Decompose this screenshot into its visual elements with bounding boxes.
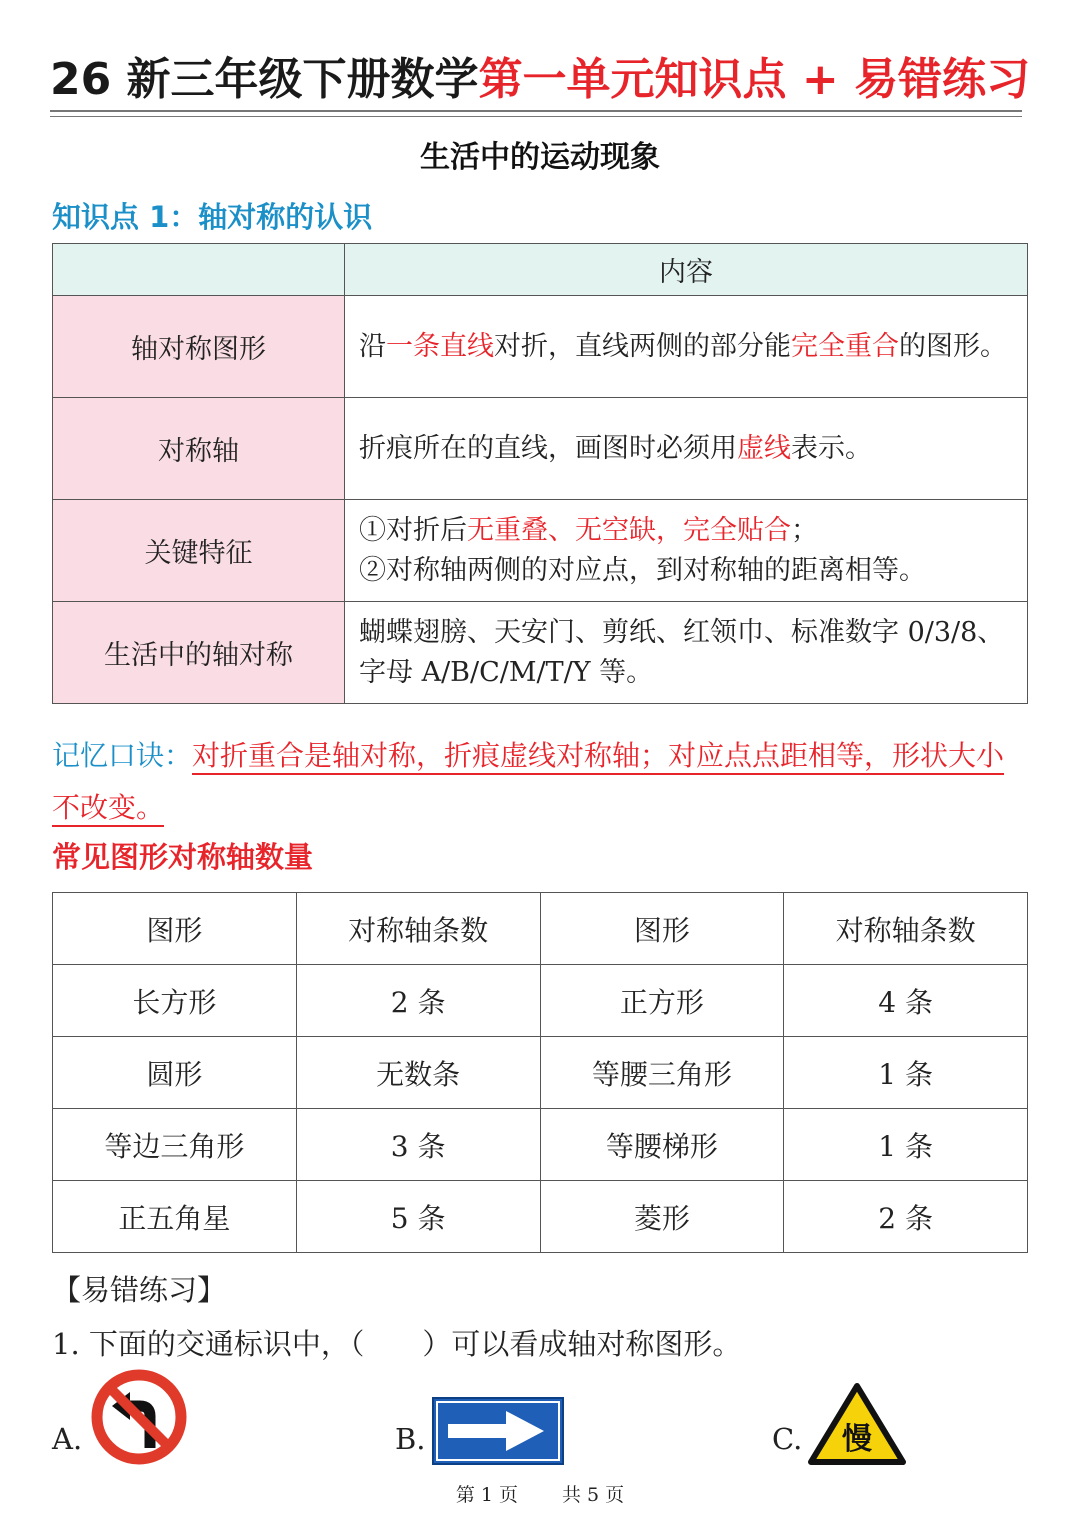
page-total: 共 5 页 [562, 1484, 625, 1506]
knowledge-point-title: 知识点 1：轴对称的认识 [52, 200, 373, 234]
table-cell: 5 条 [296, 1181, 540, 1253]
text-segment: ①对折后 [359, 514, 467, 546]
text-segment: 折痕所在的直线，画图时必须用 [359, 432, 737, 464]
page-footer [0, 1480, 1080, 1507]
header-cell: 对称轴条数 [296, 893, 540, 965]
slow-warning-sign-icon [808, 1383, 906, 1469]
table-header-row [53, 244, 1028, 296]
header-divider-thin [50, 116, 1022, 117]
header-cell: 图形 [53, 893, 297, 965]
table-row [53, 1037, 1028, 1109]
table-cell: 长方形 [53, 965, 297, 1037]
text-segment: 的图形。 [899, 330, 1007, 362]
section-subtitle: 生活中的运动现象 [420, 140, 660, 175]
memory-rhyme-text: 对折重合是轴对称，折痕虚线对称轴；对应点点距相等，形状大小不改变。 [52, 739, 1005, 824]
row-label: 关键特征 [53, 500, 345, 602]
table-cell: 等边三角形 [53, 1109, 297, 1181]
page-header [50, 50, 1030, 110]
table-cell: 2 条 [784, 1181, 1028, 1253]
table-row [53, 398, 1028, 500]
header-title-red: 第一单元知识点 + 易错练习 [478, 54, 1031, 105]
table-cell: 4 条 [784, 965, 1028, 1037]
table-cell: 正方形 [540, 965, 784, 1037]
right-arrow-sign-icon [432, 1397, 564, 1469]
table-cell: 等腰梯形 [540, 1109, 784, 1181]
no-left-turn-sign-icon [90, 1368, 188, 1470]
practice-title: 【易错练习】 [52, 1273, 227, 1307]
header-cell: 对称轴条数 [784, 893, 1028, 965]
table-cell: 1 条 [784, 1109, 1028, 1181]
table-cell: 菱形 [540, 1181, 784, 1253]
memory-rhyme [52, 730, 1032, 834]
text-segment: ； [791, 514, 818, 546]
option-a-label: A. [52, 1422, 83, 1456]
text-segment: 沿 [359, 330, 386, 362]
table-row [53, 1181, 1028, 1253]
text-segment: 对折，直线两侧的部分能 [494, 330, 791, 362]
table-cell: 2 条 [296, 965, 540, 1037]
row-label: 生活中的轴对称 [53, 602, 345, 704]
row-label: 对称轴 [53, 398, 345, 500]
table-cell: 3 条 [296, 1109, 540, 1181]
table-cell: 1 条 [784, 1037, 1028, 1109]
highlight-text: 无重叠、无空缺，完全贴合 [467, 514, 791, 546]
memory-rhyme-label: 记忆口诀： [52, 739, 193, 772]
table-row [53, 1109, 1028, 1181]
table-row [53, 602, 1028, 704]
highlight-text: 虚线 [737, 432, 791, 464]
table-row [53, 965, 1028, 1037]
table-header-blank [53, 244, 345, 296]
table-header-row [53, 893, 1028, 965]
row-label: 轴对称图形 [53, 296, 345, 398]
slow-sign-text: 慢 [842, 1422, 872, 1457]
highlight-text: 完全重合 [791, 330, 899, 362]
text-segment: 表示。 [791, 432, 872, 464]
header-divider [50, 110, 1022, 112]
highlight-text: 一条直线 [386, 330, 494, 362]
row-content [345, 398, 1028, 500]
page-number: 第 1 页 [455, 1484, 518, 1506]
text-segment: ②对称轴两侧的对应点，到对称轴的距离相等。 [359, 554, 926, 586]
row-content [345, 500, 1028, 602]
question-1: 1. 下面的交通标识中，（ ）可以看成轴对称图形。 [52, 1327, 742, 1361]
table-cell: 圆形 [53, 1037, 297, 1109]
table-cell: 正五角星 [53, 1181, 297, 1253]
row-content: 蝴蝶翅膀、天安门、剪纸、红领巾、标准数字 0/3/8、字母 A/B/C/M/T/Y 等。 [345, 602, 1028, 704]
header-title-black: 26 新三年级下册数学 [50, 54, 479, 105]
common-shapes-title: 常见图形对称轴数量 [52, 840, 314, 874]
table-cell: 无数条 [296, 1037, 540, 1109]
table-row [53, 296, 1028, 398]
option-c-label: C. [772, 1422, 803, 1456]
table-row [53, 500, 1028, 602]
table-header-content: 内容 [345, 244, 1028, 296]
row-content [345, 296, 1028, 398]
axis-symmetry-table [52, 243, 1028, 704]
option-b-label: B. [395, 1422, 426, 1456]
symmetry-axis-count-table [52, 892, 1028, 1253]
header-cell: 图形 [540, 893, 784, 965]
table-cell: 等腰三角形 [540, 1037, 784, 1109]
